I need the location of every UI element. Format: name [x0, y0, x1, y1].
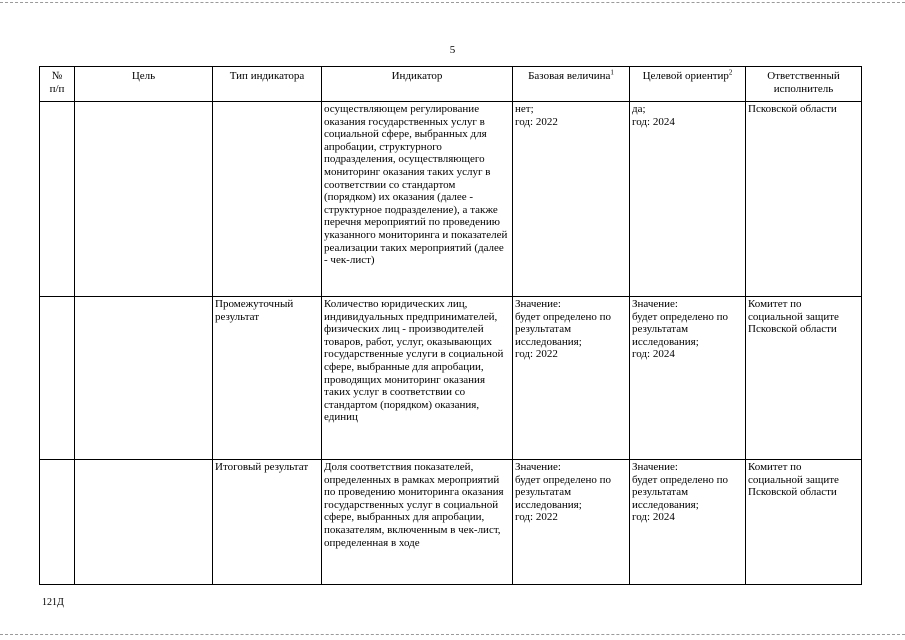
- table-row: [40, 102, 862, 297]
- cell-goal: [75, 460, 213, 585]
- header-target: Целевой ориентир$^2$: [630, 67, 746, 102]
- cell-num: [40, 460, 75, 585]
- table-header-row: [40, 67, 862, 102]
- cell-indicator: осуществляющем регулирование оказания государственных услуг в социальной сфере, выбранных для апробации, структурного подразделения, осуществляющего мониторинг оказания таких услуг в соответствии со стандартом (порядком) их оказания (далее - структурное подразделение), а также перечня мероприятий по проведению указанного мониторинга и показателей реализации таких мероприятий (далее - чек-лист): [322, 102, 513, 297]
- indicators-table: [39, 66, 862, 585]
- cell-indicator-type: [213, 102, 322, 297]
- scan-top-edge: [0, 2, 905, 3]
- cell-base-value: Значение: будет определено по результатам исследования; год: 2022: [513, 460, 630, 585]
- table-row: [40, 297, 862, 460]
- cell-executor: Комитет по социальной защите Псковской области: [746, 297, 862, 460]
- page-number: 5: [449, 44, 456, 56]
- document-code: 121Д: [42, 597, 64, 608]
- header-indicator: Индикатор: [322, 67, 513, 102]
- cell-indicator-type: Итоговый результат: [213, 460, 322, 585]
- footnote-mark-2: 2: [728, 68, 733, 77]
- header-base-value: Базовая величина$^1$: [513, 67, 630, 102]
- cell-target: Значение: будет определено по результатам исследования; год: 2024: [630, 460, 746, 585]
- footnote-mark-1: 1: [610, 68, 614, 77]
- cell-base-value: нет; год: 2022: [513, 102, 630, 297]
- header-indicator-type: Тип индикатора: [213, 67, 322, 102]
- cell-base-value: Значение: будет определено по результатам исследования; год: 2022: [513, 297, 630, 460]
- table-row: [40, 460, 862, 585]
- header-num: № п/п: [40, 67, 75, 102]
- cell-indicator: Количество юридических лиц, индивидуальных предпринимателей, физических лиц - производителей товаров, работ, услуг, оказывающих государственные услуги в социальной сфере, выбранные для апробации, проводящих мониторинг оказания таких услуг в соответствии со стандартом (порядком) оказания, единиц: [322, 297, 513, 460]
- cell-target: Значение: будет определено по результатам исследования; год: 2024: [630, 297, 746, 460]
- cell-num: [40, 102, 75, 297]
- cell-executor: Псковской области: [746, 102, 862, 297]
- cell-indicator: Доля соответствия показателей, определенных в рамках мероприятий по проведению мониторинга оказания государственных услуг в социальной сфере, выбранных для апробации, показателям, включенным в чек-лист, определенная в ходе: [322, 460, 513, 585]
- cell-indicator-type: Промежуточный результат: [213, 297, 322, 460]
- cell-executor: Комитет по социальной защите Псковской области: [746, 460, 862, 585]
- scan-bottom-edge: [0, 634, 905, 635]
- cell-goal: [75, 102, 213, 297]
- cell-num: [40, 297, 75, 460]
- header-executor: Ответственный исполнитель: [746, 67, 862, 102]
- cell-target: да; год: 2024: [630, 102, 746, 297]
- cell-goal: [75, 297, 213, 460]
- header-goal: Цель: [75, 67, 213, 102]
